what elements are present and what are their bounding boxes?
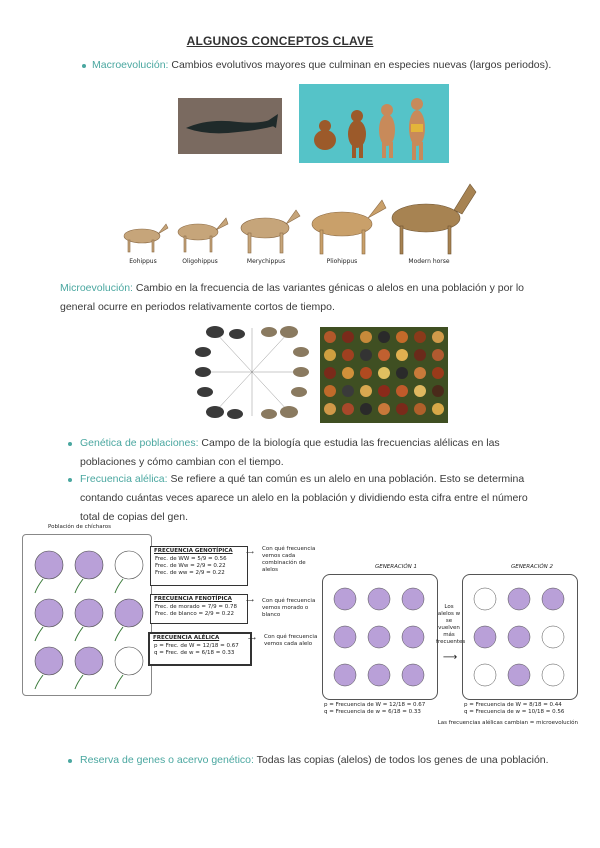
reserva-text: Todas las copias (alelos) de todos los genes de una población. — [253, 754, 549, 766]
generation-2-panel — [462, 574, 578, 700]
horse-label-3: Merychippus — [246, 258, 286, 265]
population-title: Población de chícharos — [48, 524, 111, 530]
box3-note: Con qué frecuencia vemos cada alelo — [264, 634, 318, 647]
box2-line-1: Frec. de morado = 7/9 = 0.78 — [155, 604, 237, 610]
arrow-icon: ⟶ — [248, 636, 256, 642]
bullet-icon — [68, 759, 72, 763]
horse-label-5: Modern horse — [408, 258, 450, 265]
allele-frequency-diagram — [22, 524, 578, 734]
bullet-icon — [82, 64, 86, 68]
box1-line-2: Frec. de Ww = 2/9 = 0.22 — [155, 563, 226, 569]
genotypic-frequency-box — [150, 546, 248, 586]
arrow-icon: ⟶ — [442, 652, 458, 663]
horse-label-2: Oligohippus — [182, 258, 218, 265]
box3-line-2: q = Frec. de w = 6/18 = 0.33 — [154, 650, 235, 656]
arrow-icon: ⟶ — [246, 598, 254, 604]
gen2-freq-q: q = Frecuencia de w = 10/18 = 0.56 — [464, 709, 565, 715]
horse-evolution-image — [110, 178, 490, 270]
reserva-term: Reserva de genes o acervo genético: — [80, 754, 254, 766]
horse-label-4: Pliohippus — [326, 258, 358, 265]
gen2-freq-p: p = Frecuencia de W = 8/18 = 0.44 — [464, 702, 562, 708]
box2-note: Con qué frecuencia vemos morado o blanco — [262, 598, 316, 618]
reserva-paragraph — [80, 751, 570, 770]
gen1-freq-q: q = Frecuencia de w = 6/18 = 0.33 — [324, 709, 421, 715]
box1-line-1: Frec. de WW = 5/9 = 0.56 — [155, 556, 227, 562]
box1-line-3: Frec. de ww = 2/9 = 0.22 — [155, 570, 225, 576]
bullet-icon — [68, 478, 72, 482]
micro-term: Microevolución: — [60, 282, 133, 294]
whale-ancestor-image — [178, 98, 282, 154]
box1-title: FRECUENCIA GENOTÍPICA — [154, 548, 233, 554]
micro-paragraph — [60, 279, 540, 317]
human-evolution-image — [299, 84, 449, 163]
ladybugs-image — [320, 327, 448, 423]
frecuencia-paragraph — [80, 470, 550, 527]
box3-line-1: p = Frec. de W = 12/18 = 0.67 — [154, 643, 239, 649]
box1-note: Con qué frecuencia vemos cada combinación de alelos — [262, 546, 316, 573]
gen1-freq-p: p = Frecuencia de W = 12/18 = 0.67 — [324, 702, 426, 708]
micro-text: Cambio en la frecuencia de las variantes génicas o alelos en una población y por lo general ocurre en periodos relativamente cortos de tiempo. — [60, 282, 525, 313]
box3-title: FRECUENCIA ALÉLICA — [153, 635, 220, 641]
box2-line-2: Frec. de blanco = 2/9 = 0.22 — [155, 611, 235, 617]
genetica-paragraph — [80, 434, 550, 472]
diagram-footer: Las frecuencias alélicas cambian = microevolución — [437, 720, 578, 726]
macro-term: Macroevolución: — [92, 59, 169, 71]
frecuencia-text: Se refiere a qué tan común es un alelo en una población. Esto se determina contando cuántas veces aparece un alelo en la población y dividiendo esta cifra entre el número total de copias del gen. — [80, 473, 528, 523]
macro-text: Cambios evolutivos mayores que culminan en especies nuevas (largos periodos). — [168, 59, 552, 71]
genetica-text: Campo de la biología que estudia las frecuencias alélicas en las poblaciones y cómo cambian con el tiempo. — [80, 437, 500, 468]
bullet-icon — [68, 442, 72, 446]
macro-paragraph — [92, 56, 562, 75]
phenotypic-frequency-box — [150, 594, 248, 624]
finches-diagram-image — [195, 322, 309, 422]
frecuencia-term: Frecuencia alélica: — [80, 473, 168, 485]
gen2-label: GENERACIÓN 2 — [510, 564, 554, 570]
genetica-term: Genética de poblaciones: — [80, 437, 199, 449]
population-panel — [22, 534, 152, 696]
generation-1-panel — [322, 574, 438, 700]
arrow-note: Los alelos w se vuelven más frecuentes — [436, 604, 466, 645]
allelic-frequency-box — [148, 632, 252, 666]
page-title: ALGUNOS CONCEPTOS CLAVE — [186, 34, 374, 48]
box2-title: FRECUENCIA FENOTÍPICA — [154, 596, 232, 602]
arrow-icon: ⟶ — [246, 550, 254, 556]
horse-label-1: Eohippus — [129, 258, 157, 265]
gen1-label: GENERACIÓN 1 — [374, 564, 418, 570]
